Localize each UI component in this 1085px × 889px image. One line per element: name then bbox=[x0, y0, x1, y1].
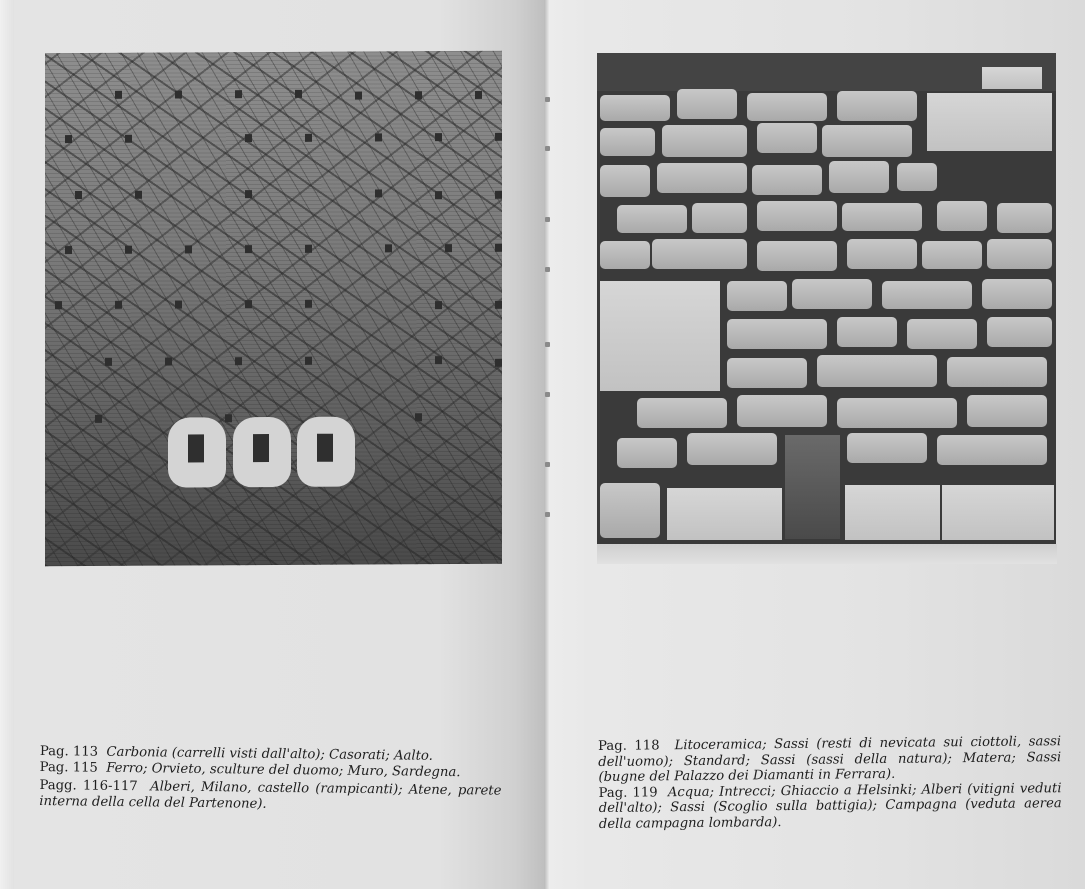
photo-bottom-edge bbox=[597, 544, 1057, 564]
photo-trees-wall bbox=[45, 51, 502, 566]
arched-window bbox=[233, 417, 291, 487]
caption-entry: Pag. 119 Acqua; Intrecci; Ghiaccio a Helsinki; Alberi (vitigni veduti dell'alto); Sassi (Scoglio sulla battigia); Campagna (veduta aerea della campagna lombarda). bbox=[598, 780, 1062, 832]
photo-stone-wall bbox=[597, 53, 1056, 544]
book-gutter bbox=[544, 0, 550, 889]
left-page-caption bbox=[39, 744, 502, 815]
right-page-caption bbox=[598, 734, 1062, 832]
caption-entry: Pag. 113 Carbonia (carrelli visti dall'alto); Casorati; Aalto. bbox=[39, 744, 433, 764]
caption-entry: Pagg. 116-117 Alberi, Milano, castello (rampicanti); Atene, parete interna della cella del Partenone). bbox=[39, 778, 502, 812]
arched-window bbox=[168, 417, 226, 487]
binding-stitch bbox=[545, 146, 550, 151]
binding-stitch bbox=[545, 512, 550, 517]
binding-stitch bbox=[545, 392, 550, 397]
binding-stitch bbox=[545, 462, 550, 467]
binding-stitch bbox=[545, 342, 550, 347]
binding-stitch bbox=[545, 217, 550, 222]
caption-entry: Pag. 115 Ferro; Orvieto, sculture del duomo; Muro, Sardegna. bbox=[39, 759, 461, 780]
arched-window bbox=[297, 417, 355, 487]
binding-stitch bbox=[545, 97, 550, 102]
binding-stitch bbox=[545, 267, 550, 272]
caption-entry: Pag. 118 Litoceramica; Sassi (resti di nevicata sui ciottoli, sassi dell'uomo); Standard; Sassi (sassi della natura); Matera; Sassi (bugne del Palazzo dei Diamanti in Ferrara). bbox=[598, 734, 1062, 786]
